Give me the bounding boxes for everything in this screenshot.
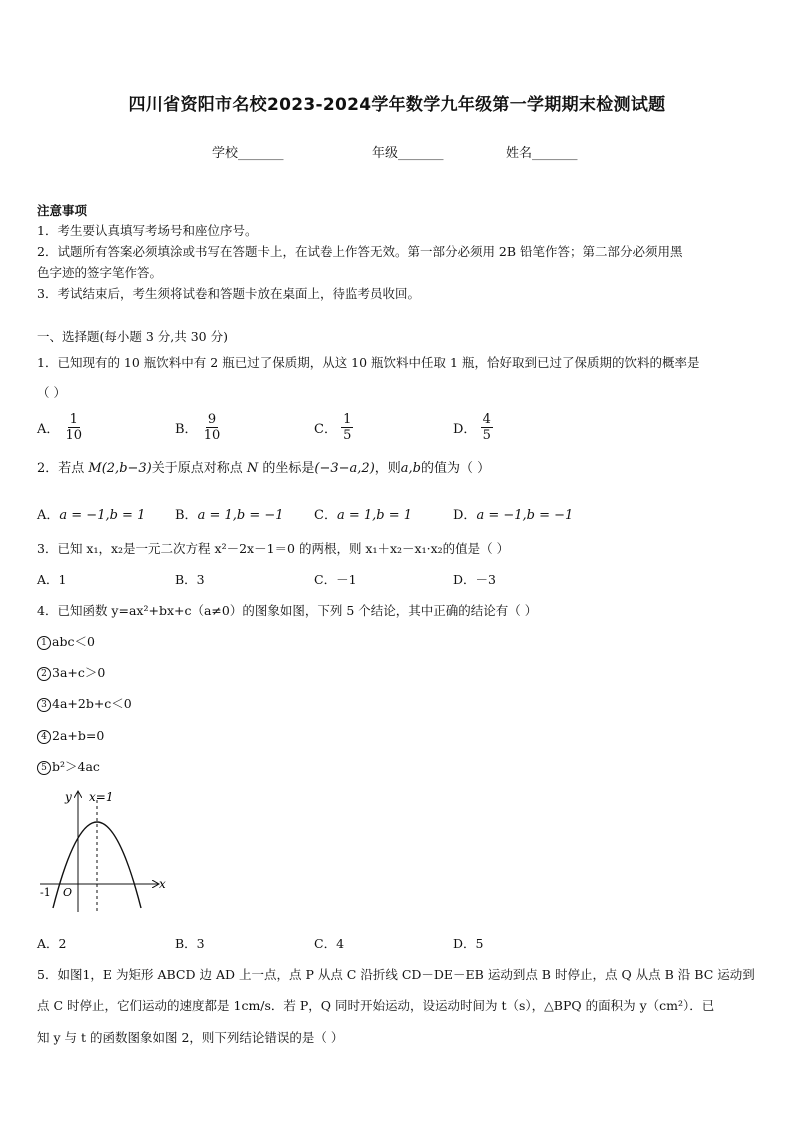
q2-option-c[interactable]: [314, 504, 412, 523]
circled-4-icon: 4: [37, 730, 51, 744]
q5-stem-line-3: 知 y 与 t 的函数图象如图 2，则下列结论错误的是（ ）: [37, 1030, 344, 1045]
q4-option-d[interactable]: D．5: [453, 936, 484, 951]
q4-statement-5: [37, 760, 100, 775]
q2-option-c-label: C．: [314, 508, 337, 523]
q2-text-3: 的坐标是: [258, 461, 315, 476]
q4-statement-4: [37, 729, 104, 744]
symmetry-axis-label: x=1: [89, 790, 114, 804]
q3-option-c[interactable]: C．－1: [314, 572, 357, 587]
q1-option-a-fraction: [64, 412, 85, 443]
q2-text-1: 2．若点: [37, 461, 89, 476]
q2-option-a-label: A．: [37, 508, 60, 523]
q4-statement-1-text: abc＜0: [52, 634, 95, 649]
notice-item-1: 1．考生要认真填写考场号和座位序号。: [37, 223, 258, 238]
q1-paren: （ ）: [37, 385, 66, 400]
q1-option-c-fraction: [341, 412, 353, 443]
q4-option-b[interactable]: B．3: [175, 936, 205, 951]
q2-option-a-expr: a = −1,b = 1: [59, 508, 146, 523]
q1-option-d-label: D．: [453, 422, 477, 437]
q1-option-b-num: 9: [207, 412, 217, 427]
q4-statement-2: [37, 666, 105, 681]
q1-option-a[interactable]: [37, 412, 84, 443]
q2-option-d-expr: a = −1,b = −1: [476, 508, 574, 523]
q5-stem-line-1: 5．如图1，E 为矩形 ABCD 边 AD 上一点，点 P 从点 C 沿折线 CD－DE－EB 运动到点 B 时停止，点 Q 从点 B 沿 BC 运动到: [37, 967, 755, 982]
q4-statement-3: [37, 697, 132, 712]
q1-option-a-den: 10: [65, 428, 83, 443]
school-field: 学校_______: [212, 146, 284, 161]
q3-stem: 3．已知 x₁，x₂是一元二次方程 x²－2x－1＝0 的两根，则 x₁＋x₂－x₁·x₂的值是（ ）: [37, 541, 510, 556]
q2-option-b-label: B．: [175, 508, 198, 523]
q1-option-a-num: 1: [69, 412, 78, 427]
name-field: 姓名_______: [506, 146, 578, 161]
page-title: 四川省资阳市名校2023-2024学年数学九年级第一学期期末检测试题: [128, 95, 666, 115]
q1-option-d-fraction: [481, 412, 493, 443]
q4-statement-2-text: 3a+c＞0: [52, 665, 106, 680]
q2-stem: [37, 462, 490, 476]
q2-math-n: N: [246, 461, 259, 476]
y-axis-label: y: [65, 790, 72, 804]
circled-1-icon: 1: [37, 636, 51, 650]
q2-math-coord: (−3−a,2): [314, 461, 375, 476]
q2-text-5: 的值为（ ）: [421, 461, 491, 476]
notice-heading: 注意事项: [37, 203, 88, 218]
q2-option-a[interactable]: [37, 504, 145, 523]
q4-parabola-graph: [34, 786, 174, 916]
q1-option-d-den: 5: [482, 428, 491, 443]
q1-stem: 1．已知现有的 10 瓶饮料中有 2 瓶已过了保质期，从这 10 瓶饮料中任取 1 瓶，恰好取到已过了保质期的饮料的概率是: [37, 355, 700, 370]
q4-option-a[interactable]: A．2: [37, 936, 67, 951]
q1-option-c[interactable]: [314, 412, 353, 443]
q2-math-ab: a,b: [400, 461, 421, 476]
q5-stem-line-2: 点 C 时停止，它们运动的速度都是 1cm/s．若 P，Q 同时开始运动，设运动时间为 t（s），△BPQ 的面积为 y（cm²）．已: [37, 998, 715, 1013]
circled-2-icon: 2: [37, 667, 51, 681]
q2-option-c-expr: a = 1,b = 1: [336, 508, 413, 523]
origin-label: O: [63, 886, 73, 899]
q3-option-b[interactable]: B．3: [175, 572, 205, 587]
q1-option-c-label: C．: [314, 422, 337, 437]
q1-option-b-fraction: [202, 412, 223, 443]
q1-option-a-label: A．: [37, 422, 60, 437]
circled-5-icon: 5: [37, 761, 51, 775]
notice-item-3: 3．考试结束后，考生须将试卷和答题卡放在桌面上，待监考员收回。: [37, 286, 420, 301]
q1-option-c-num: 1: [343, 412, 352, 427]
grade-field: 年级_______: [372, 146, 444, 161]
q1-option-b[interactable]: [175, 412, 222, 443]
q1-option-d-num: 4: [482, 412, 491, 427]
q4-statement-4-text: 2a+b=0: [52, 728, 105, 743]
q3-option-d[interactable]: D．－3: [453, 572, 496, 587]
x-axis-label: x: [159, 877, 166, 891]
q2-text-4: ，则: [374, 461, 401, 476]
q1-option-b-den: 10: [203, 428, 221, 443]
q2-option-d[interactable]: [453, 504, 573, 523]
q4-stem: 4．已知函数 y=ax²+bx+c（a≠0）的图象如图，下列 5 个结论，其中正确的结论有（ ）: [37, 603, 538, 618]
q4-statement-1: [37, 635, 95, 650]
q4-option-c[interactable]: C．4: [314, 936, 345, 951]
q1-option-d[interactable]: [453, 412, 493, 443]
q4-statement-3-text: 4a+2b+c＜0: [52, 696, 132, 711]
q1-option-b-label: B．: [175, 422, 198, 437]
notice-item-2: 2．试题所有答案必须填涂或书写在答题卡上，在试卷上作答无效。第一部分必须用 2B 铅笔作答；第二部分必须用黑: [37, 244, 683, 259]
q2-text-2: 关于原点对称点: [151, 461, 247, 476]
q3-option-a[interactable]: A．1: [37, 572, 67, 587]
q2-option-d-label: D．: [453, 508, 477, 523]
q2-math-m: M(2,b−3): [88, 461, 152, 476]
notice-item-2-cont: 色字迹的签字笔作答。: [37, 265, 163, 280]
q4-statement-5-text: b²＞4ac: [52, 759, 100, 774]
q2-option-b-expr: a = 1,b = −1: [197, 508, 284, 523]
q2-option-b[interactable]: [175, 504, 284, 523]
q1-option-c-den: 5: [343, 428, 352, 443]
section-heading: 一、选择题(每小题 3 分,共 30 分): [37, 329, 228, 344]
neg-one-label: -1: [40, 886, 51, 899]
circled-3-icon: 3: [37, 698, 51, 712]
